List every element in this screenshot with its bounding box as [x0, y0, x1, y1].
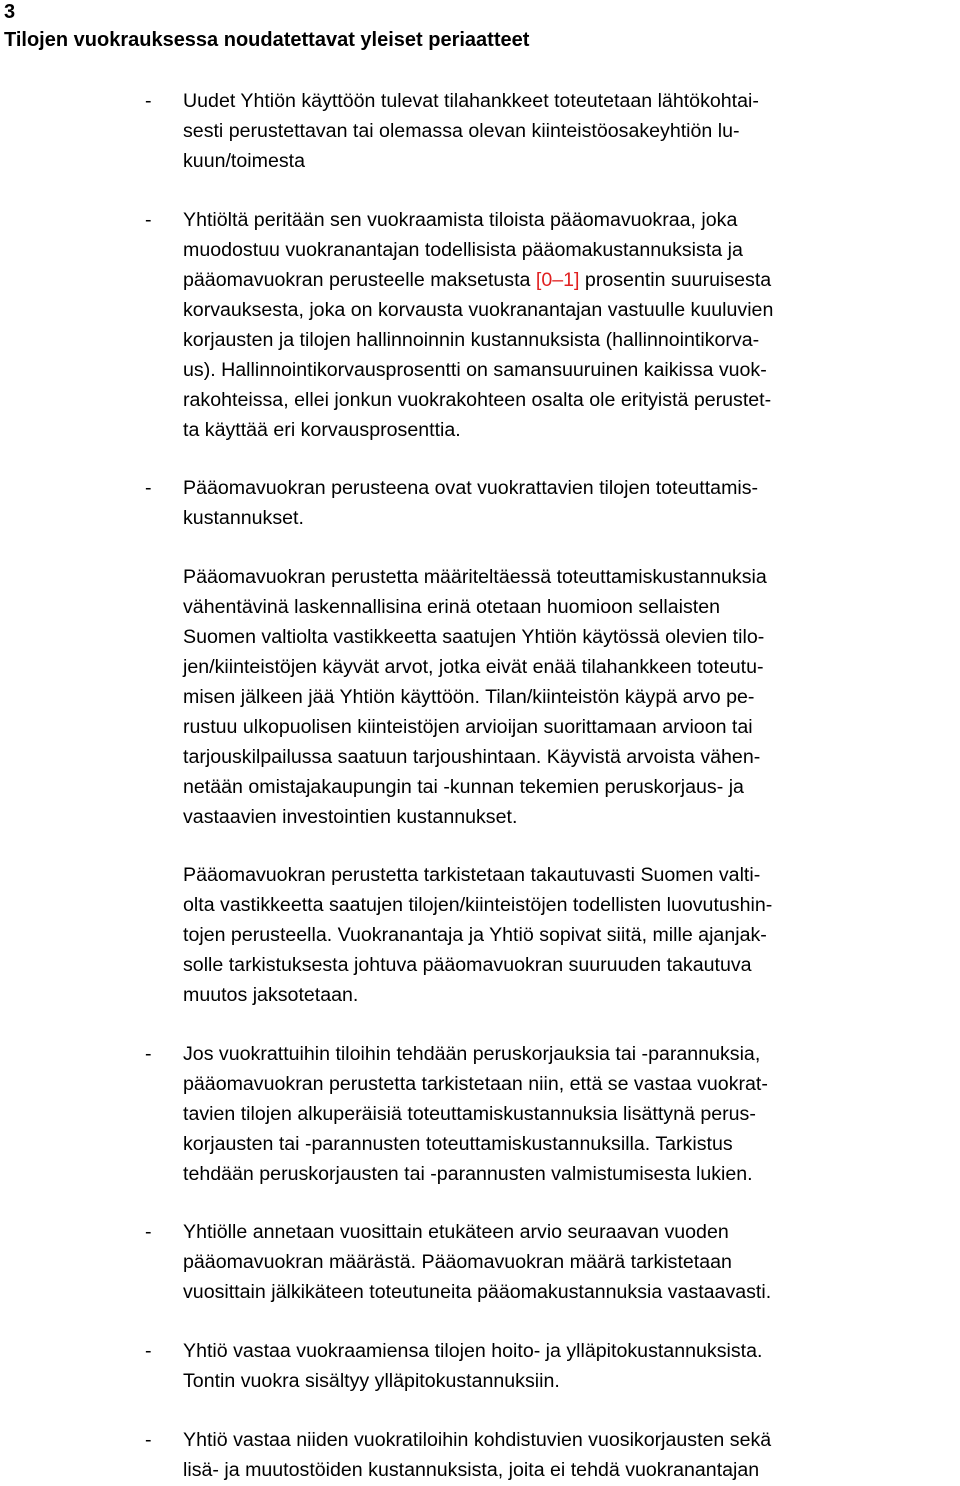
text-line: Pääomavuokran perustetta tarkistetaan takautuvasti Suomen valti-: [183, 864, 761, 886]
highlighted-placeholder: [0–1]: [535, 269, 580, 291]
text-line: us). Hallinnointikorvausprosentti on samansuuruinen kaikissa vuok-: [183, 359, 767, 381]
list-item: [183, 473, 960, 533]
text-line: Yhtiö vastaa niiden vuokratiloihin kohdistuvien vuosikorjausten sekä: [183, 1429, 772, 1451]
text-segment: pääomavuokran perusteelle maksetusta: [183, 269, 536, 291]
text-line: kustannukset.: [183, 507, 304, 529]
list-item: [183, 205, 960, 445]
text-line: Yhtiöltä peritään sen vuokraamista tiloista pääomavuokraa, joka: [183, 209, 738, 231]
list-item: [183, 1336, 960, 1396]
bullet-dash: -: [145, 1340, 152, 1362]
text-line: lisä- ja muutostöiden kustannuksista, joita ei tehdä vuokranantajan: [183, 1459, 760, 1481]
text-line: muodostuu vuokranantajan todellisista pääomakustannuksista ja: [183, 239, 743, 261]
text-line: vähentävinä laskennallisina erinä otetaan huomioon sellaisten: [183, 596, 721, 618]
bullet-dash: -: [145, 1043, 152, 1065]
list-item: [183, 86, 960, 176]
bullet-dash: -: [145, 1429, 152, 1451]
text-line: Jos vuokrattuihin tiloihin tehdään peruskorjauksia tai -parannuksia,: [183, 1043, 761, 1065]
paragraph: [183, 860, 960, 1010]
text-line: sesti perustettavan tai olemassa olevan kiinteistöosakeyhtiön lu-: [183, 120, 740, 142]
bullet-dash: -: [145, 90, 152, 112]
text-line: solle tarkistuksesta johtuva pääomavuokran suuruuden takautuva: [183, 954, 752, 976]
text-line: jen/kiinteistöjen käyvät arvot, jotka eivät enää tilahankkeen toteutu-: [183, 656, 764, 678]
list-item: [183, 1217, 960, 1307]
section-heading: Tilojen vuokrauksessa noudatettavat yleiset periaatteet: [4, 29, 530, 51]
bullet-dash: -: [145, 477, 152, 499]
text-line: tojen perusteella. Vuokranantaja ja Yhtiö sopivat siitä, mille ajanjak-: [183, 924, 767, 946]
text-line: Uudet Yhtiön käyttöön tulevat tilahankkeet toteutetaan lähtökohtai-: [183, 90, 759, 112]
text-line: tavien tilojen alkuperäisiä toteuttamiskustannuksia lisättynä perus-: [183, 1103, 756, 1125]
text-line: korjausten ja tilojen hallinnoinnin kustannuksista (hallinnointikorva-: [183, 329, 760, 351]
text-line: muutos jaksotetaan.: [183, 984, 359, 1006]
text-line: Suomen valtiolta vastikkeetta saatujen Yhtiön käytössä olevien tilo-: [183, 626, 765, 648]
text-line: olta vastikkeetta saatujen tilojen/kiinteistöjen todellisten luovutushin-: [183, 894, 773, 916]
text-line: misen jälkeen jää Yhtiön käyttöön. Tilan/kiinteistön käypä arvo pe-: [183, 686, 755, 708]
text-line: korvauksesta, joka on korvausta vuokranantajan vastuulle kuuluvien: [183, 299, 774, 321]
text-line: Yhtiölle annetaan vuosittain etukäteen arvio seuraavan vuoden: [183, 1221, 729, 1243]
paragraph: [183, 562, 960, 832]
text-line: tehdään peruskorjausten tai -parannusten valmistumisesta lukien.: [183, 1163, 753, 1185]
text-line: ta käyttää eri korvausprosenttia.: [183, 419, 461, 441]
text-line: korjausten tai -parannusten toteuttamiskustannuksilla. Tarkistus: [183, 1133, 733, 1155]
text-line: Tontin vuokra sisältyy ylläpitokustannuksiin.: [183, 1370, 560, 1392]
text-line: pääomavuokran perustetta tarkistetaan niin, että se vastaa vuokrat-: [183, 1073, 768, 1095]
text-line: vuosittain jälkikäteen toteutuneita pääomakustannuksia vastaavasti.: [183, 1281, 772, 1303]
text-line: rakohteissa, ellei jonkun vuokrakohteen osalta ole erityistä perustet-: [183, 389, 772, 411]
text-line: Yhtiö vastaa vuokraamiensa tilojen hoito- ja ylläpitokustannuksista.: [183, 1340, 763, 1362]
text-line: rustuu ulkopuolisen kiinteistöjen arvioijan suorittamaan arvioon tai: [183, 716, 753, 738]
text-segment: prosentin suuruisesta: [579, 269, 772, 291]
text-line-with-highlight: [183, 265, 960, 295]
section-number: 3: [4, 1, 16, 23]
bullet-dash: -: [145, 209, 152, 231]
text-line: tarjouskilpailussa saatuun tarjoushintaan. Käyvistä arvoista vähen-: [183, 746, 761, 768]
text-line: pääomavuokran määrästä. Pääomavuokran määrä tarkistetaan: [183, 1251, 732, 1273]
text-line: Pääomavuokran perustetta määriteltäessä toteuttamiskustannuksia: [183, 566, 767, 588]
list-item: [183, 1425, 960, 1485]
text-line: netään omistajakaupungin tai -kunnan tekemien peruskorjaus- ja: [183, 776, 744, 798]
text-line: kuun/toimesta: [183, 150, 305, 172]
list-item: [183, 1039, 960, 1189]
text-line: Pääomavuokran perusteena ovat vuokrattavien tilojen toteuttamis-: [183, 477, 759, 499]
text-line: vastaavien investointien kustannukset.: [183, 806, 518, 828]
bullet-dash: -: [145, 1221, 152, 1243]
